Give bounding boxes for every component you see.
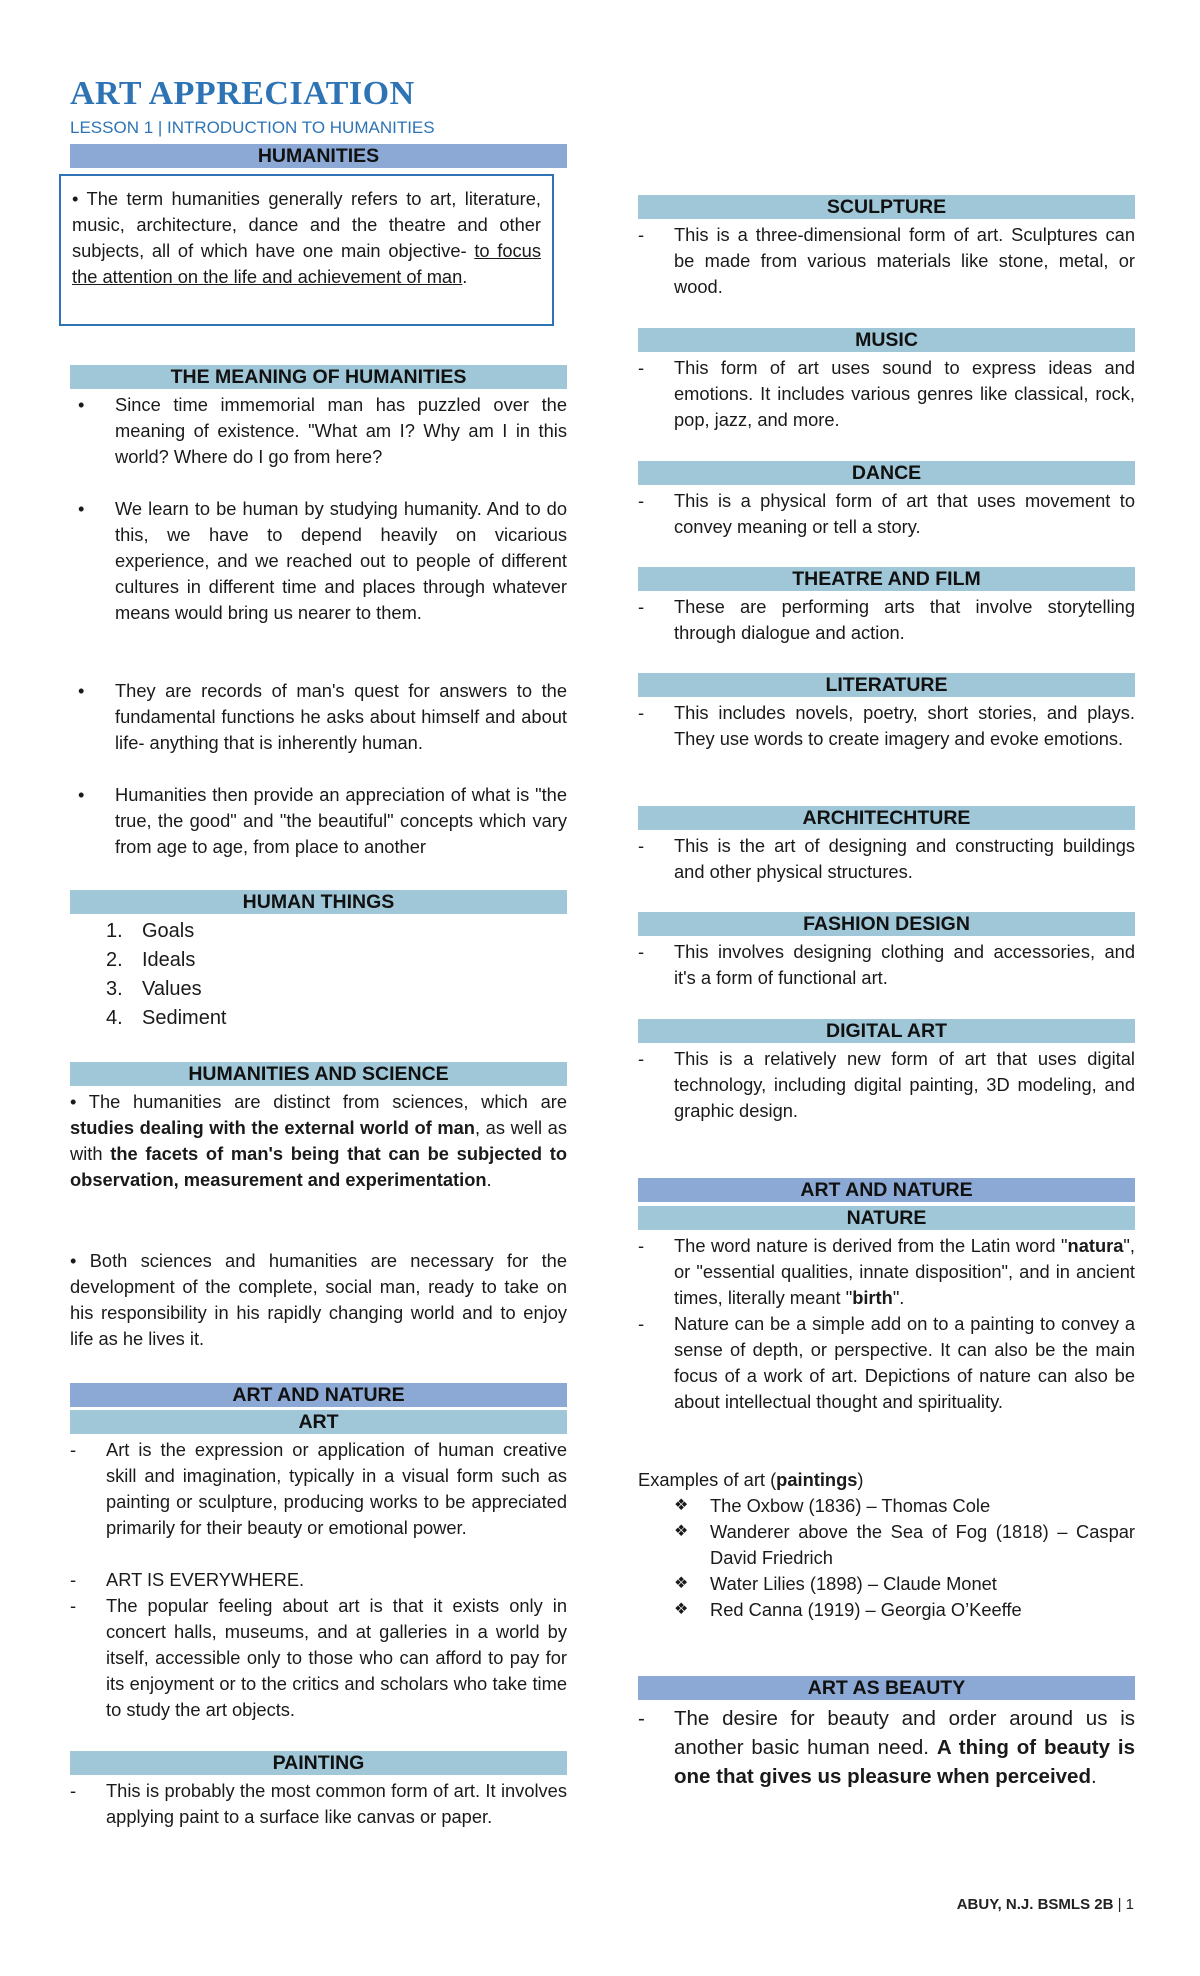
- bullet: •: [78, 680, 85, 701]
- sculpture-heading: SCULPTURE: [638, 195, 1135, 219]
- list-item: ❖ Water Lilies (1898) – Claude Monet: [638, 1571, 1135, 1597]
- list-item: 3. Values: [106, 978, 202, 1000]
- literature-heading: LITERATURE: [638, 673, 1135, 697]
- list-item: - The word nature is derived from the Latin word "natura", or "essential qualities, innate disposition", and in ancient times, literally meant "birth".: [638, 1235, 1135, 1308]
- bullet: •: [78, 784, 85, 805]
- humanities-definition-box: [59, 174, 554, 326]
- architecture-heading: ARCHITECHTURE: [638, 806, 1135, 830]
- humanities-heading: HUMANITIES: [70, 144, 567, 168]
- theatre-film-heading: THEATRE AND FILM: [638, 567, 1135, 591]
- diamond-bullet-icon: ❖: [674, 1601, 689, 1618]
- list-item: - The desire for beauty and order around us is another basic human need. A thing of beauty is one that gives us pleasure when perceived.: [638, 1707, 1135, 1788]
- page-title: ART APPRECIATION: [70, 75, 415, 112]
- humanities-science-paragraph-1: • The humanities are distinct from sciences, which are studies dealing with the external world of man, as well as with the facets of man's being that can be subjected to observation, measurement and experimentation.: [70, 1091, 567, 1190]
- fashion-design-heading: FASHION DESIGN: [638, 912, 1135, 936]
- list-item: 2. Ideals: [106, 949, 196, 971]
- list-item: - This involves designing clothing and accessories, and it's a form of functional art.: [638, 941, 1135, 988]
- humanities-definition: • The term humanities generally refers to art, literature, music, architecture, dance and the theatre and other subjects, all of which have one main objective- to focus the attention on the life and achievement of man.: [72, 188, 541, 287]
- diamond-bullet-icon: ❖: [674, 1575, 689, 1592]
- list-item: • Since time immemorial man has puzzled over the meaning of existence. "What am I? Why am I in this world? Where do I go from here?: [78, 394, 567, 467]
- meaning-heading: THE MEANING OF HUMANITIES: [70, 365, 567, 389]
- list-item: - The popular feeling about art is that it exists only in concert halls, museums, and at galleries in a world by itself, accessible only to those who can afford to pay for its enjoyment or to the critics and scholars who take time to study the art objects.: [70, 1595, 567, 1720]
- art-subheading: ART: [70, 1410, 567, 1434]
- art-nature-heading: ART AND NATURE: [70, 1383, 567, 1407]
- list-item: - This is probably the most common form of art. It involves applying paint to a surface like canvas or paper.: [70, 1780, 567, 1827]
- diamond-bullet-icon: ❖: [674, 1523, 689, 1540]
- list-item: 4. Sediment: [106, 1007, 227, 1029]
- art-beauty-heading: ART AS BEAUTY: [638, 1676, 1135, 1700]
- list-item: • Humanities then provide an appreciation of what is "the true, the good" and "the beautiful" concepts which vary from age to age, from place to another: [78, 784, 567, 857]
- list-item: - Nature can be a simple add on to a painting to convey a sense of depth, or perspective. It can also be the main focus of a work of art. Depictions of nature can also be about intellectual thought and spirituality.: [638, 1313, 1135, 1412]
- list-item: 1. Goals: [106, 920, 195, 942]
- nature-subheading: NATURE: [638, 1206, 1135, 1230]
- dance-heading: DANCE: [638, 461, 1135, 485]
- music-heading: MUSIC: [638, 328, 1135, 352]
- list-item: - This is a physical form of art that uses movement to convey meaning or tell a story.: [638, 490, 1135, 537]
- digital-art-heading: DIGITAL ART: [638, 1019, 1135, 1043]
- list-item: - This is a three-dimensional form of art. Sculptures can be made from various materials like stone, metal, or wood.: [638, 224, 1135, 297]
- painting-heading: PAINTING: [70, 1751, 567, 1775]
- footer-author: ABUY, N.J. BSMLS 2B: [956, 1896, 1114, 1913]
- page-footer: ABUY, N.J. BSMLS 2B | 1: [956, 1896, 1134, 1913]
- list-item: - These are performing arts that involve storytelling through dialogue and action.: [638, 596, 1135, 643]
- page-number: 1: [1125, 1896, 1134, 1913]
- list-item: - Art is the expression or application of human creative skill and imagination, typically in a visual form such as painting or sculpture, producing works to be appreciated primarily for their beauty or emotional power.: [70, 1439, 567, 1538]
- list-item: • They are records of man's quest for answers to the fundamental functions he asks about himself and about life- anything that is inherently human.: [78, 680, 567, 753]
- humanities-science-paragraph-2: • Both sciences and humanities are necessary for the development of the complete, social man, ready to take on his responsibility in his rapidly changing world and to enjoy life as he lives it.: [70, 1250, 567, 1349]
- lesson-subtitle: LESSON 1 | INTRODUCTION TO HUMANITIES: [70, 118, 435, 137]
- list-item: - This form of art uses sound to express ideas and emotions. It includes various genres like classical, rock, pop, jazz, and more.: [638, 357, 1135, 430]
- human-things-heading: HUMAN THINGS: [70, 890, 567, 914]
- diamond-bullet-icon: ❖: [674, 1497, 689, 1514]
- examples-label: Examples of art (paintings): [638, 1469, 864, 1490]
- list-item: - This includes novels, poetry, short stories, and plays. They use words to create imagery and evoke emotions.: [638, 702, 1135, 749]
- humanities-science-heading: HUMANITIES AND SCIENCE: [70, 1062, 567, 1086]
- list-item: - ART IS EVERYWHERE.: [70, 1569, 305, 1590]
- list-item: ❖ Wanderer above the Sea of Fog (1818) – Caspar David Friedrich: [674, 1521, 1135, 1568]
- art-nature-heading-right: ART AND NATURE: [638, 1178, 1135, 1202]
- list-item: - This is the art of designing and constructing buildings and other physical structures.: [638, 835, 1135, 882]
- bullet: •: [78, 394, 85, 415]
- list-item: - This is a relatively new form of art that uses digital technology, including digital painting, 3D modeling, and graphic design.: [638, 1048, 1135, 1121]
- bullet: •: [78, 498, 85, 519]
- list-item: ❖ Red Canna (1919) – Georgia O’Keeffe: [638, 1597, 1135, 1623]
- list-item: ❖ The Oxbow (1836) – Thomas Cole: [638, 1493, 1135, 1519]
- list-item: • We learn to be human by studying humanity. And to do this, we have to depend heavily on vicarious experience, and we reached out to people of different cultures in different time and places through whatever means would bring us nearer to them.: [78, 498, 567, 623]
